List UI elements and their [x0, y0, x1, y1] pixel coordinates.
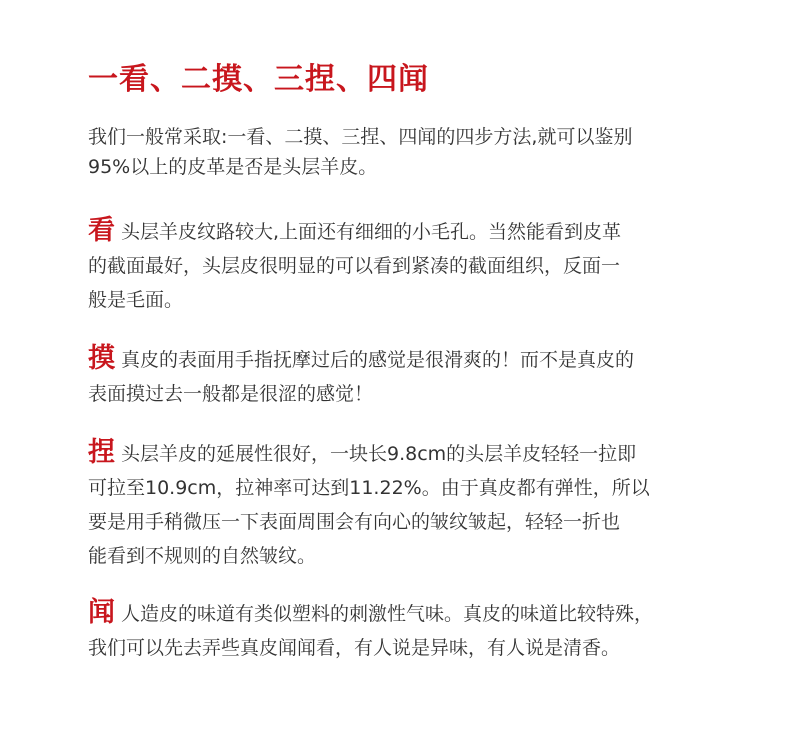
section-line	[88, 596, 698, 631]
section-smell	[88, 596, 698, 665]
section-key-smell: 闻	[88, 597, 115, 628]
section-text: 头层羊皮的延展性很好，一块长9.8cm的头层羊皮轻轻一拉即	[121, 443, 637, 465]
page-title: 一看、二摸、三捏、四闻	[88, 62, 429, 97]
section-touch	[88, 342, 698, 411]
section-line: 要是用手稍微压一下表面周围会有向心的皱纹皱起，轻轻一折也	[88, 511, 621, 533]
section-key-touch: 摸	[88, 343, 115, 374]
section-line	[88, 436, 698, 471]
section-look	[88, 214, 698, 317]
section-pinch	[88, 436, 698, 573]
section-line	[88, 214, 698, 249]
intro-paragraph	[88, 122, 688, 182]
section-text: 真皮的表面用手指抚摩过后的感觉是很滑爽的！而不是真皮的	[121, 349, 635, 371]
section-line: 我们可以先去弄些真皮闻闻看，有人说是异味，有人说是清香。	[88, 637, 621, 659]
section-line: 的截面最好，头层皮很明显的可以看到紧凑的截面组织，反面一	[88, 255, 621, 277]
intro-line: 我们一般常采取:一看、二摸、三捏、四闻的四步方法,就可以鉴别	[88, 126, 633, 148]
section-text: 头层羊皮纹路较大,上面还有细细的小毛孔。当然能看到皮革	[121, 221, 622, 243]
section-key-pinch: 捏	[88, 437, 115, 468]
section-key-look: 看	[88, 215, 115, 246]
section-line: 表面摸过去一般都是很涩的感觉！	[88, 383, 374, 405]
intro-line: 95%以上的皮革是否是头层羊皮。	[88, 156, 378, 178]
section-line: 能看到不规则的自然皱纹。	[88, 545, 317, 567]
section-line: 可拉至10.9cm，拉神率可达到11.22%。由于真皮都有弹性，所以	[88, 477, 650, 499]
section-text: 人造皮的味道有类似塑料的刺激性气味。真皮的味道比较特殊，	[121, 603, 654, 625]
section-line: 般是毛面。	[88, 289, 184, 311]
section-line	[88, 342, 698, 377]
